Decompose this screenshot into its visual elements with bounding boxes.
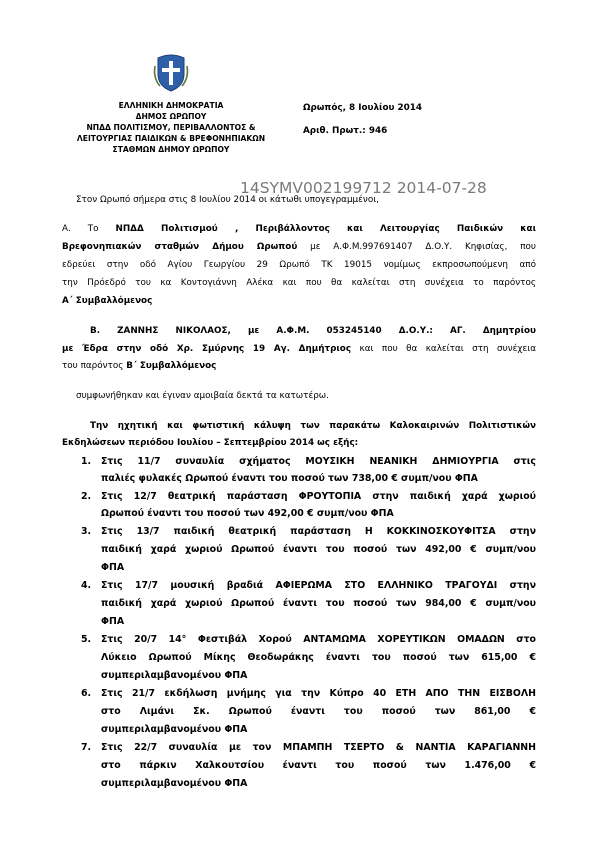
list-item: Στις 17/7 μουσική βραδιά ΑΦΙΕΡΩΜΑ ΣΤΟ ΕΛΛΗΝΙΚΟ ΤΡΑΓΟΥΔΙ στην	[101, 580, 536, 591]
party-a-line-4: την Πρόεδρό του κα Κοντογιάννη Αλέκα και που θα καλείται στη συνέχεια το παρόντος	[62, 278, 536, 288]
list-item-number: 1.	[81, 456, 92, 467]
party-b-line-1: Β. ΖΑΝΝΗΣ ΝΙΚΟΛΑΟΣ, με Α.Φ.Μ. 053245140 Δ.Ο.Υ.: ΑΓ. Δημητρίου	[90, 326, 536, 336]
party-b-address: με Έδρα στην οδό Χρ. Σμύρνης 19 Αγ. Δημήτριος	[62, 344, 352, 354]
party-b-line-2-rest: και που θα καλείται στη συνέχεια	[351, 344, 536, 354]
party-a-role: Α΄ Συμβαλλόμενος	[62, 296, 153, 306]
party-b-line-2	[62, 343, 536, 355]
list-item: Στις 20/7 14° Φεστιβάλ Χορού ΑΝΤΑΜΩΜΑ ΧΟΡΕΥΤΙΚΩΝ ΟΜΑΔΩΝ στο	[101, 634, 536, 645]
list-item-number: 3.	[81, 526, 92, 537]
list-item: Στις 12/7 θεατρική παράσταση ΦΡΟΥΤΟΠΙΑ στην παιδική χαρά χωριού	[101, 491, 536, 502]
list-item: στο Λιμάνι Σκ. Ωρωπού έναντι του ποσού των 861,00 €	[101, 706, 536, 717]
org-line: ΛΕΙΤΟΥΡΓΙΑΣ ΠΑΙΔΙΚΩΝ & ΒΡΕΦΟΝΗΠΙΑΚΩΝ	[76, 134, 266, 143]
party-a-name-cont: Βρεφονηπιακών σταθμών Δήμου Ωρωπού	[62, 242, 298, 252]
list-item-number: 5.	[81, 634, 92, 645]
party-a-prefix: Α. Το	[62, 224, 116, 234]
list-item: συμπεριλαμβανομένου ΦΠΑ	[101, 778, 248, 789]
agreement-text: συμφωνήθηκαν και έγιναν αμοιβαία δεκτά τα κατωτέρω.	[76, 391, 329, 401]
org-line: ΣΤΑΘΜΩΝ ΔΗΜΟΥ ΩΡΩΠΟΥ	[112, 145, 230, 154]
party-b-line-3	[62, 360, 216, 372]
list-item-number: 7.	[81, 742, 92, 753]
party-a-line-1	[62, 223, 536, 235]
subject-line-1: Την ηχητική και φωτιστική κάλυψη των παρακάτω Καλοκαιρινών Πολιτιστικών	[90, 421, 536, 431]
party-b-role: Β΄ Συμβαλλόμενος	[126, 361, 217, 371]
subject-line-2: Εκδηλώσεων περιόδου Ιουλίου – Σεπτεμβρίου 2014 ως εξής:	[62, 438, 359, 448]
party-a-line-3: εδρεύει στην οδό Αγίου Γεωργίου 29 Ωρωπό ΤΚ 19015 νομίμως εκπροσωπούμενη από	[62, 260, 536, 270]
list-item: Στις 21/7 εκδήλωση μνήμης για την Κύπρο 40 ΕΤΗ ΑΠΟ ΤΗΝ ΕΙΣΒΟΛΗ	[101, 688, 536, 699]
org-line: ΔΗΜΟΣ ΩΡΩΠΟΥ	[135, 112, 207, 121]
org-line: ΝΠΔΔ ΠΟΛΙΤΙΣΜΟΥ, ΠΕΡΙΒΑΛΛΟΝΤΟΣ &	[86, 123, 256, 132]
organization-header	[40, 100, 302, 155]
party-a-line-2	[62, 241, 536, 253]
list-item: Στις 11/7 συναυλία σχήματος ΜΟΥΣΙΚΗ ΝΕΑΝΙΚΗ ΔΗΜΙΟΥΡΓΙΑ στις	[101, 456, 536, 467]
list-item: ΦΠΑ	[101, 616, 125, 627]
list-item-number: 6.	[81, 688, 92, 699]
list-item: στο πάρκιν Χαλκουτσίου έναντι του ποσού των 1.476,00 €	[101, 760, 536, 771]
place-date: Ωρωπός, 8 Ιουλίου 2014	[303, 103, 423, 113]
coat-of-arms-emblem	[152, 52, 190, 92]
list-item-number: 2.	[81, 491, 92, 502]
list-item: παιδική χαρά χωριού Ωρωπού έναντι του ποσού των 984,00 € συμπ/νου	[101, 598, 536, 609]
list-item: ΦΠΑ	[101, 562, 125, 573]
list-item: Στις 13/7 παιδική θεατρική παράσταση Η ΚΟΚΚΙΝΟΣΚΟΥΦΙΤΣΑ στην	[101, 526, 536, 537]
list-item: παιδική χαρά χωριού Ωρωπού έναντι του ποσού των 492,00 € συμπ/νου	[101, 544, 536, 555]
party-a-tax: με Α.Φ.Μ.997691407 Δ.Ο.Υ. Κηφισίας, που	[297, 242, 536, 252]
document-id-stamp: 14SYMV002199712 2014-07-28	[240, 179, 487, 197]
protocol-number: Αριθ. Πρωτ.: 946	[303, 126, 388, 136]
list-item-number: 4.	[81, 580, 92, 591]
list-item: συμπεριλαμβανομένου ΦΠΑ	[101, 670, 248, 681]
list-item: παλιές φυλακές Ωρωπού έναντι του ποσού των 738,00 € συμπ/νου ΦΠΑ	[101, 473, 478, 484]
party-a-name: ΝΠΔΔ Πολιτισμού , Περιβάλλοντος και Λειτουργίας Παιδικών και	[115, 224, 537, 234]
intro-text: Στον Ωρωπό σήμερα στις 8 Ιουλίου 2014 οι κάτωθι υπογεγραμμένοι,	[76, 195, 379, 205]
list-item: Λύκειο Ωρωπού Μίκης Θεοδωράκης έναντι του ποσού των 615,00 €	[101, 652, 536, 663]
list-item: συμπεριλαμβανομένου ΦΠΑ	[101, 724, 248, 735]
list-item: Ωρωπού έναντι του ποσού των 492,00 € συμπ/νου ΦΠΑ	[101, 508, 394, 519]
party-b-prefix: του παρόντος	[62, 361, 127, 371]
list-item: Στις 22/7 συναυλία με τον ΜΠΑΜΠΗ ΤΣΕΡΤΟ & ΝΑΝΤΙΑ ΚΑΡΑΓΙΑΝΝΗ	[101, 742, 536, 753]
org-line: ΕΛΛΗΝΙΚΗ ΔΗΜΟΚΡΑΤΙΑ	[118, 101, 224, 110]
